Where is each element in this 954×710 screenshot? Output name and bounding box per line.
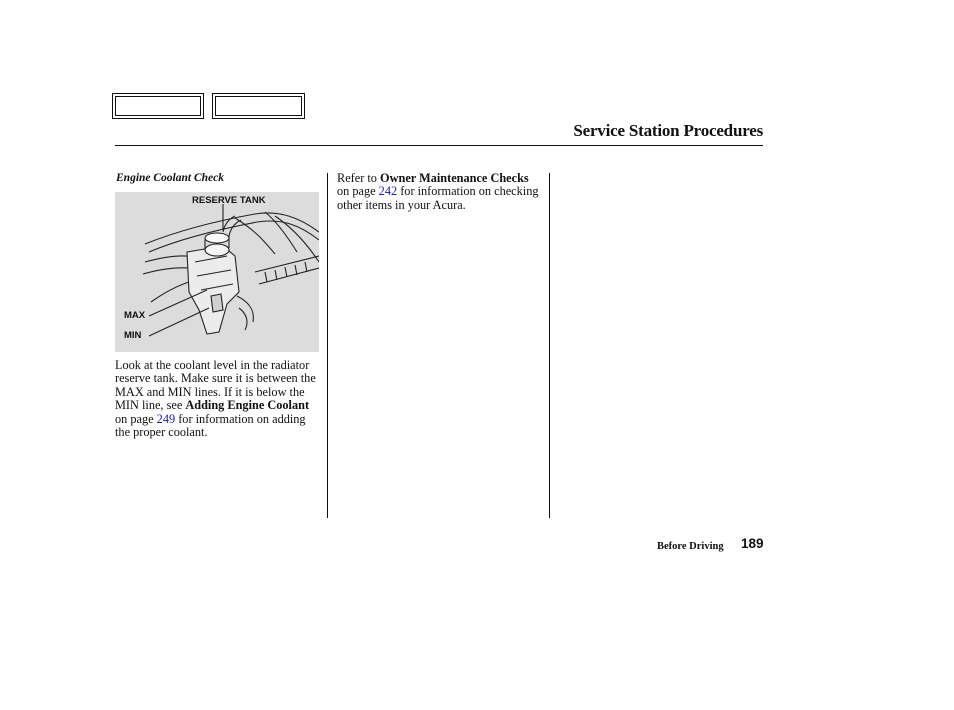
bold-ref-owner-maintenance-checks: Owner Maintenance Checks — [380, 171, 529, 185]
title-rule — [115, 145, 763, 146]
text-run: for information on adding the proper coolant. — [115, 411, 306, 440]
text-run: on page — [337, 184, 379, 199]
text-run: Look at the coolant level in the radiator reserve tank. Make sure it is between the MAX and MIN lines. If it is below the MIN line, see — [115, 358, 316, 413]
label-max: MAX — [124, 310, 146, 321]
page-number: 189 — [741, 536, 764, 551]
column-divider-1 — [327, 173, 328, 518]
page-link-242[interactable]: 242 — [378, 184, 398, 199]
label-min: MIN — [124, 330, 142, 341]
engine-bay-drawing — [115, 192, 319, 352]
subheading-engine-coolant-check: Engine Coolant Check — [116, 172, 224, 184]
column-divider-2 — [549, 173, 550, 518]
text-run: Refer to — [337, 171, 381, 185]
reserve-tank-illustration — [115, 192, 319, 352]
page-link-249[interactable]: 249 — [156, 411, 176, 426]
footer-section-name: Before Driving — [657, 541, 724, 552]
text-run: for information on checking other items in your Acura. — [337, 184, 539, 212]
section-title: Service Station Procedures — [573, 121, 763, 140]
coolant-check-paragraph — [115, 359, 322, 439]
maintenance-reference-paragraph — [337, 172, 543, 212]
nav-tab-box-1[interactable] — [112, 93, 204, 119]
label-reserve-tank: RESERVE TANK — [192, 195, 266, 206]
nav-tab-box-2[interactable] — [212, 93, 305, 119]
bold-ref-adding-engine-coolant: Adding Engine Coolant — [185, 398, 310, 413]
text-run: on page — [115, 411, 157, 426]
